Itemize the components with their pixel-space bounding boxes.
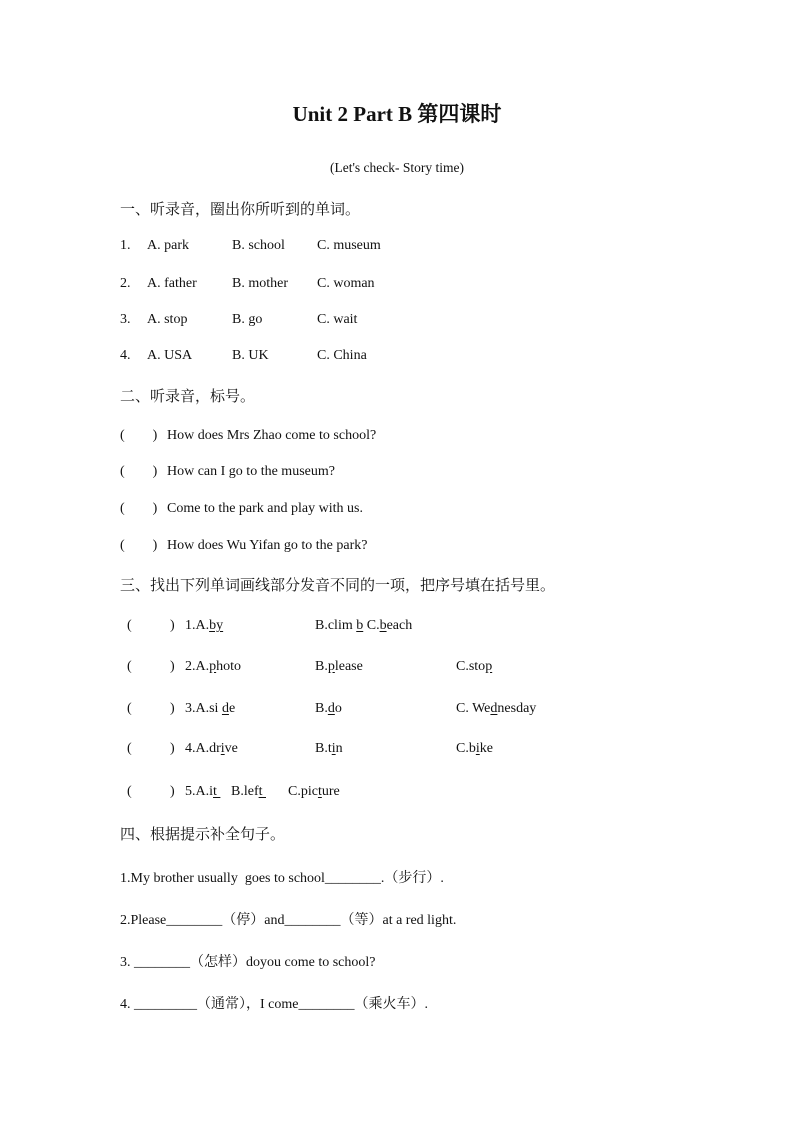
underlined-letters: b — [356, 618, 364, 633]
underlined-letters: i — [475, 741, 480, 756]
s3-q5-option-c: C.picture — [288, 784, 340, 799]
s3-q4-option-a: 4.A.drive — [185, 741, 238, 756]
section-1-heading: 一、听录音，圈出你所听到的单词。 — [120, 202, 361, 218]
underlined-letters: d — [490, 701, 498, 716]
s3-q3-option-a: 3.A.si de — [185, 701, 236, 716]
s3-q4-paren-left[interactable]: ( — [127, 741, 132, 756]
s1-item-2-option-c: C. woman — [317, 276, 375, 291]
underlined-letters: t — [317, 784, 322, 799]
s1-item-3-option-c: C. wait — [317, 312, 358, 327]
underlined-letters: t — [258, 784, 266, 799]
s1-item-3-number: 3. — [120, 312, 131, 327]
s4-item-2: 2.Please________（停）and________（等）at a red light. — [120, 913, 457, 928]
s3-q2-paren-left[interactable]: ( — [127, 659, 132, 674]
s3-q5-paren-right: ) — [170, 784, 175, 799]
section-4-heading: 四、根据提示补全句子。 — [120, 827, 286, 843]
underlined-letters: i — [331, 741, 336, 756]
s2-item-2-text: How can I go to the museum? — [167, 464, 335, 479]
underlined-letters: p — [327, 659, 335, 674]
s1-item-4-option-c: C. China — [317, 348, 367, 363]
section-3-heading: 三、找出下列单词画线部分发音不同的一项，把序号填在括号里。 — [120, 578, 556, 594]
s3-q3-option-c: C. Wednesday — [456, 701, 537, 716]
s3-q1-option-b: B.clim b C.beach — [315, 618, 413, 633]
underlined-letters: p — [485, 659, 493, 674]
underlined-letters: p — [209, 659, 217, 674]
s1-item-2-option-b: B. mother — [232, 276, 288, 291]
page-subtitle: (Let's check- Story time) — [329, 160, 464, 175]
s1-item-2-number: 2. — [120, 276, 131, 291]
s1-item-4-option-a: A. USA — [147, 348, 193, 363]
s4-item-3: 3. ________（怎样）doyou come to school? — [120, 955, 376, 970]
s1-item-1-option-a: A. park — [147, 238, 189, 253]
s2-item-3-text: Come to the park and play with us. — [167, 501, 363, 516]
s3-q5-paren-left[interactable]: ( — [127, 784, 132, 799]
s1-item-4-number: 4. — [120, 348, 131, 363]
s3-q2-option-c: C.stop — [456, 659, 493, 674]
s3-q1-paren-left[interactable]: ( — [127, 618, 132, 633]
s2-item-1-paren[interactable]: ( ) — [120, 428, 158, 443]
underlined-letters: i — [220, 741, 225, 756]
underlined-letters: b — [379, 618, 387, 633]
page-title: Unit 2 Part B 第四课时 — [292, 102, 502, 126]
s3-q2-option-b: B.please — [315, 659, 363, 674]
section-2-heading: 二、听录音，标号。 — [120, 389, 256, 405]
s1-item-4-option-b: B. UK — [232, 348, 269, 363]
s1-item-3-option-a: A. stop — [147, 312, 188, 327]
s2-item-3-paren[interactable]: ( ) — [120, 501, 158, 516]
s3-q4-paren-right: ) — [170, 741, 175, 756]
s3-q2-paren-right: ) — [170, 659, 175, 674]
s3-q4-option-b: B.tin — [315, 741, 343, 756]
s1-item-3-option-b: B. go — [232, 312, 263, 327]
underlined-letters: by — [209, 618, 224, 633]
s3-q3-paren-right: ) — [170, 701, 175, 716]
underlined-letters: d — [221, 701, 229, 716]
s1-item-1-option-b: B. school — [232, 238, 285, 253]
s4-item-4: 4. _________（通常），I come________（乘火车）. — [120, 997, 428, 1012]
s3-q5-option-a: 5.A.it — [185, 784, 221, 799]
s1-item-1-number: 1. — [120, 238, 131, 253]
s3-q3-option-b: B.do — [315, 701, 342, 716]
underlined-letters: t — [213, 784, 221, 799]
s2-item-2-paren[interactable]: ( ) — [120, 464, 158, 479]
s2-item-1-text: How does Mrs Zhao come to school? — [167, 428, 377, 443]
s3-q1-paren-right: ) — [170, 618, 175, 633]
s3-q2-option-a: 2.A.photo — [185, 659, 242, 674]
underlined-letters: d — [327, 701, 335, 716]
s3-q3-paren-left[interactable]: ( — [127, 701, 132, 716]
s1-item-2-option-a: A. father — [147, 276, 197, 291]
s2-item-4-paren[interactable]: ( ) — [120, 538, 158, 553]
s3-q4-option-c: C.bike — [456, 741, 493, 756]
s3-q5-option-b: B.left — [231, 784, 266, 799]
s3-q1-option-a: 1.A.by — [185, 618, 224, 633]
s4-item-1: 1.My brother usually goes to school________.（步行）. — [120, 871, 444, 886]
s1-item-1-option-c: C. museum — [317, 238, 381, 253]
s2-item-4-text: How does Wu Yifan go to the park? — [167, 538, 368, 553]
